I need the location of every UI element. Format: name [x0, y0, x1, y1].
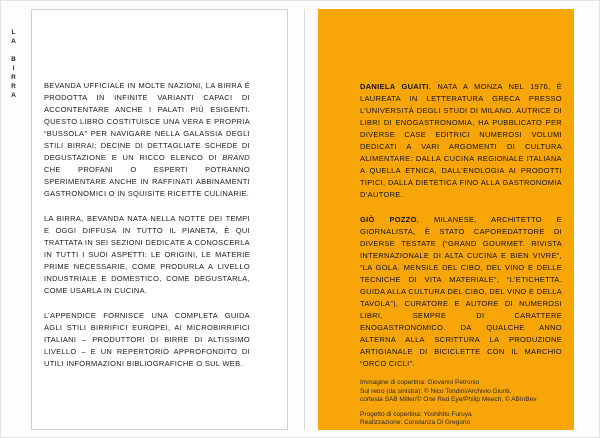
author-bios-textblock	[360, 81, 562, 383]
flap-paragraph-1-brand-italic: BRAND	[222, 153, 250, 162]
credit-back-photos: Sul retro (da sinistra): © Nico Tondini/Archivio Giunti,	[360, 387, 512, 395]
author-bio-pozzo-text: , MILANESE, ARCHITETTO E GIORNALISTA, È STATO CAPOREDATTORE DI DIVERSE TESTATE (“GRAND GOURMET. RIVISTA INTERNAZIONALE DI ALTA CUCINA E BIEN VIVRE”, “LA GOLA. MENSILE DEL CIBO, DEL VINO E DELLE TECNICHE DI VITA MATERIALE”, “L’ETICHETTA. GUIDA ALLA CULTURA DEL CIBO, DEL VINO E DELLA TAVOLA”), CURATORE E AUTORE DI NUMEROSI LIBRI, SEMPRE DI CARATTERE ENOGASTRONOMICO. DA QUALCHE ANNO ALTERNA ALLA SCRITTURA LA PRODUZIONE ARTIGIANALE DI BICICLETTE CON IL MARCHIO “ORCO CICLI”.	[360, 215, 562, 368]
credit-cover-design: Progetto di copertina: Yoshihito Furuya	[360, 410, 472, 418]
credits-block	[360, 379, 562, 428]
author-bio-guaiti	[360, 81, 562, 201]
author-bio-guaiti-text: , NATA A MONZA NEL 1976, È LAUREATA IN LETTERATURA GRECA PRESSO L’UNIVERSITÀ DEGLI STUDI DI MILANO. AUTRICE DI LIBRI DI ENOGASTRONOMIA, HA PUBBLICATO PER DIVERSE CASE EDITRICI NUMEROSI VOLUMI DEDICATI A VARI ARGOMENTI DI CULTURA ALIMENTARE: DALLA CUCINA REGIONALE ITALIANA A QUELLA ETNICA, DALL’ENOLOGIA AI PRODOTTI TIPICI, DALLA DIETETICA FINO ALLA GASTRONOMIA D’AUTORE.	[360, 82, 562, 199]
author-name-pozzo: GIÒ POZZO	[360, 215, 417, 224]
gutter-fold-line	[304, 9, 305, 430]
credit-back-photos-continued: cortesia SAB Miller/© One Red Eye/Philip Meech, © ABInBev	[360, 396, 537, 403]
left-flap-textblock	[44, 80, 250, 383]
flap-paragraph-1	[44, 80, 250, 200]
author-name-guaiti: DANIELA GUAITI	[360, 82, 429, 91]
flap-paragraph-1-post: CHE PROFANI O ESPERTI POTRANNO SPERIMENTARE ANCHE IN RAFFINATI ABBINAMENTI GASTRONOMICI O IN SQUISITE RICETTE CULINARIE.	[44, 165, 250, 198]
author-bio-pozzo	[360, 214, 562, 370]
flap-paragraph-2: LA BIRRA, BEVANDA NATA NELLA NOTTE DEI TEMPI E OGGI DIFFUSA IN TUTTO IL PIANETA, È QUI TRATTATA IN SEI SEZIONI DEDICATE A CONOSCERLA IN TUTTI I SUOI ASPETTI: LE ORIGINI, LE MATERIE PRIME NECESSARIE, COME PRODURLA A LIVELLO INDUSTRIALE E DOMESTICO, COME DEGUSTARLA, COME USARLA IN CUCINA.	[44, 214, 250, 295]
credit-realization: Realizzazione: Constanza Di Gregorio	[360, 419, 471, 426]
credit-cover-image: Immagine di copertina: Giovanni Petronio	[360, 379, 480, 386]
spine-vertical-title: LA BIRRA	[10, 29, 17, 101]
right-flap-page	[318, 9, 574, 430]
flap-paragraph-1-pre: BEVANDA UFFICIALE IN MOLTE NAZIONI, LA BIRRA È PRODOTTA IN INFINITE VARIANTI CAPACI DI ACCONTENTARE ANCHE I PALATI PIÙ ESIGENTI. QUESTO LIBRO COSTITUISCE UNA VERA E PROPRIA “BUSSOLA” PER NAVIGARE NELLA GALASSIA DEGLI STILI BIRRAI: DECINE DI DETTAGLIATE SCHEDE DI DEGUSTAZIONE E UN RICCO ELENCO DI	[44, 81, 250, 162]
left-flap-page	[31, 9, 288, 430]
flap-paragraph-3: L’APPENDICE FORNISCE UNA COMPLETA GUIDA AGLI STILI BIRRIFICI EUROPEI, AI MICROBIRRIFICI ITALIANI – PRODUTTORI DI BIRRE DI ALTISSIMO LIVELLO – E UN REPERTORIO APPROFONDITO DI UTILI INFORMAZIONI BIBLIOGRAFICHE O SUL WEB.	[44, 311, 250, 368]
